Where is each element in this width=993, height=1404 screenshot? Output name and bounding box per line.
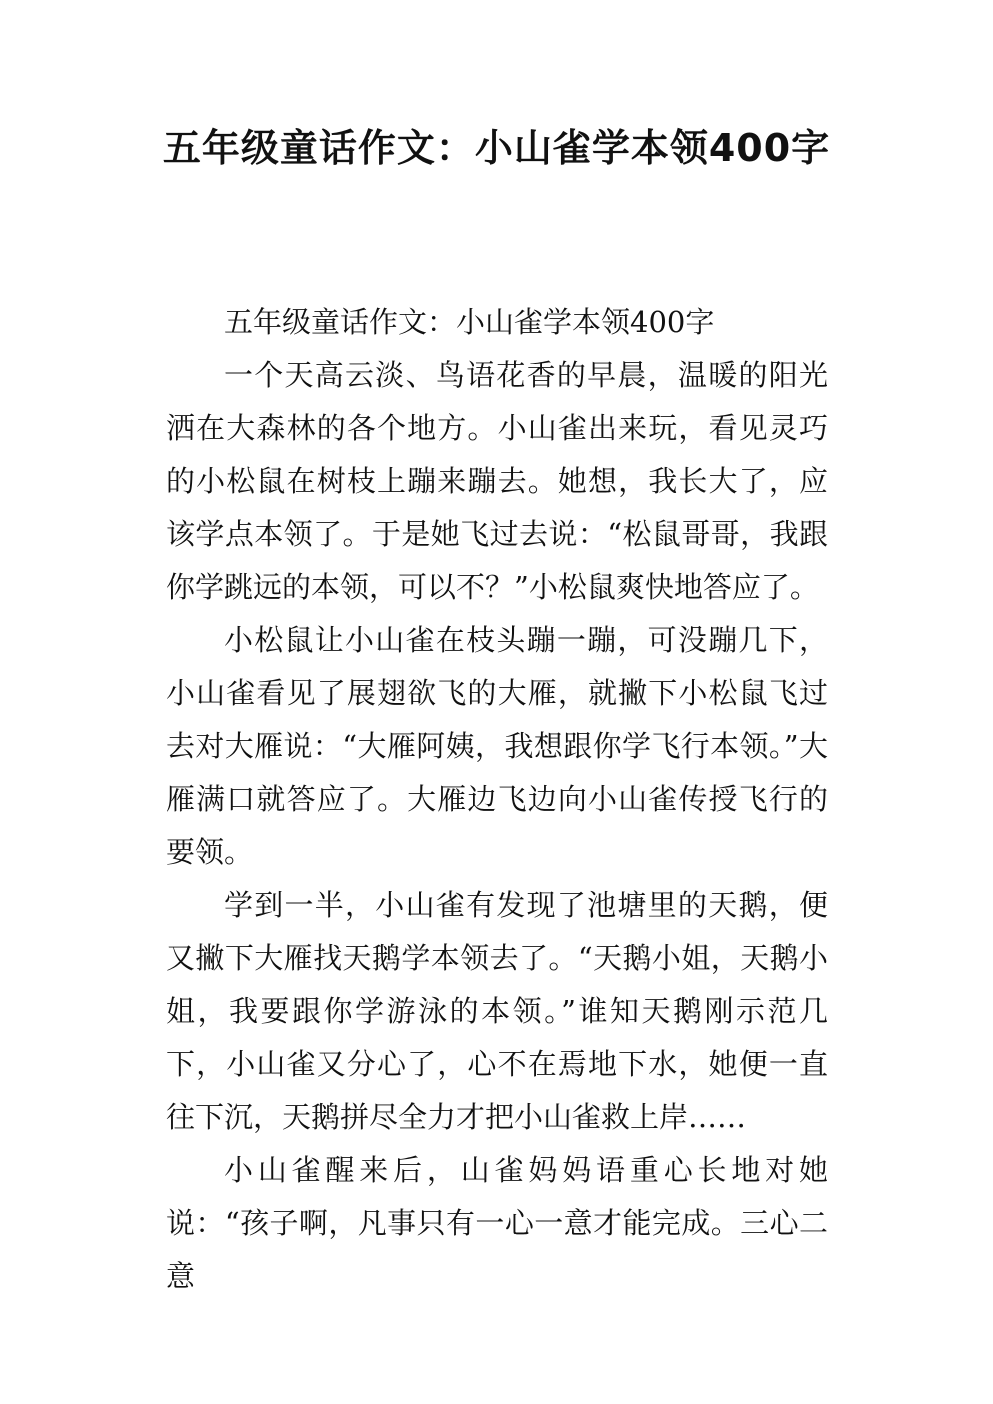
paragraph-3: 学到一半，小山雀有发现了池塘里的天鹅，便又撇下大雁找天鹅学本领去了。“天鹅小姐，天鹅小姐，我要跟你学游泳的本领。”谁知天鹅刚示范几下，小山雀又分心了，心不在焉地下水，她便一直往下沉，天鹅拼尽全力才把小山雀救上岸…… — [166, 888, 828, 1134]
paragraph-2: 小松鼠让小山雀在枝头蹦一蹦，可没蹦几下，小山雀看见了展翅欲飞的大雁，就撇下小松鼠飞过去对大雁说：“大雁阿姨，我想跟你学飞行本领。”大雁满口就答应了。大雁边飞边向小山雀传授飞行的要领。 — [166, 623, 828, 869]
paragraph-1: 一个天高云淡、鸟语花香的早晨，温暖的阳光洒在大森林的各个地方。小山雀出来玩，看见灵巧的小松鼠在树枝上蹦来蹦去。她想，我长大了，应该学点本领了。于是她飞过去说：“松鼠哥哥，我跟你学跳远的本领，可以不？”小松鼠爽快地答应了。 — [166, 358, 828, 604]
document-body — [166, 296, 828, 1303]
document-title: 五年级童话作文：小山雀学本领400字 — [162, 126, 831, 170]
paragraph-subtitle: 五年级童话作文：小山雀学本领400字 — [224, 305, 715, 339]
paragraph-4: 小山雀醒来后，山雀妈妈语重心长地对她说：“孩子啊，凡事只有一心一意才能完成。三心二意 — [166, 1153, 828, 1293]
